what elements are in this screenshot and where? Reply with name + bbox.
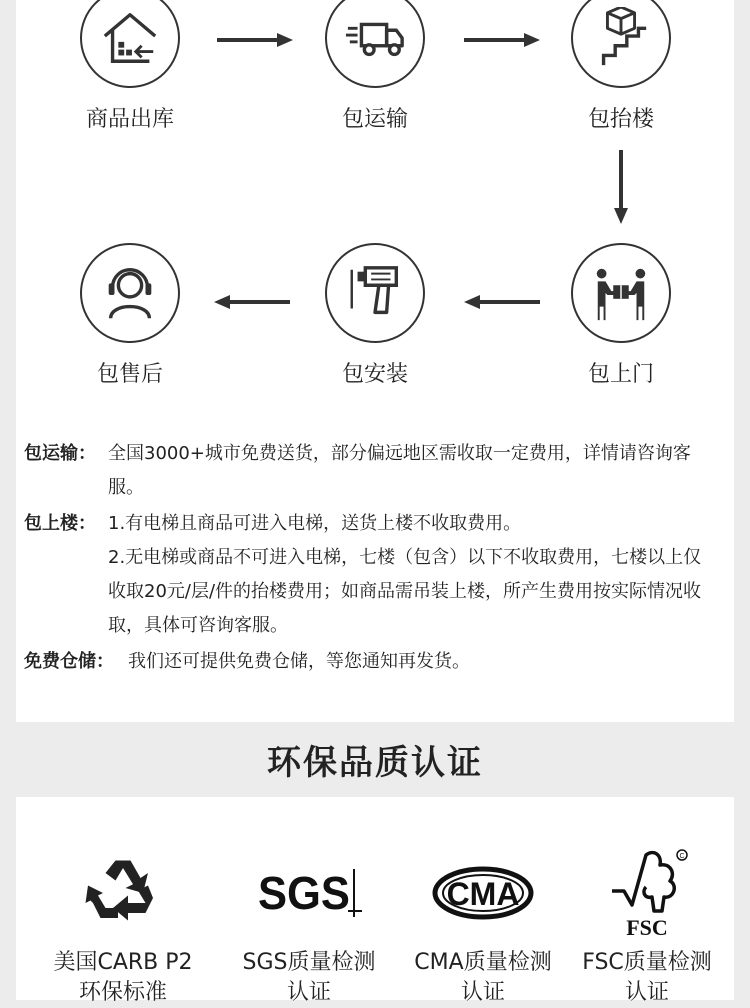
note-storage <box>24 645 704 679</box>
note-upstairs <box>24 507 704 643</box>
sgs-logo <box>254 863 364 923</box>
drill-icon <box>344 262 406 324</box>
arrow-right-icon <box>215 30 295 50</box>
svg-text:SGS: SGS <box>258 867 350 919</box>
svg-text:FSC: FSC <box>626 915 668 939</box>
note-line: 全国3000+城市免费送货，部分偏远地区需收取一定费用，详情请咨询客服。 <box>108 443 691 498</box>
note-line: 2.无电梯或商品不可进入电梯，七楼（包含）以下不收取费用，七楼以上仅收取20元/层/件的抬楼费用；如商品需吊装上楼，所产生费用按实际情况收取，具体可咨询客服。 <box>108 547 702 636</box>
svg-text:CMA: CMA <box>446 876 520 912</box>
warehouse-out-icon <box>99 7 161 69</box>
step-circle <box>325 0 425 88</box>
step-label: 包安装 <box>341 362 408 387</box>
step-door-delivery <box>546 243 696 388</box>
fsc-logo <box>602 847 692 939</box>
note-transport <box>24 437 704 505</box>
note-key: 包运输： <box>24 443 96 464</box>
step-circle <box>80 0 180 88</box>
step-installation <box>300 243 450 388</box>
cert-label: 美国CARB P2环保标准 <box>53 950 193 1005</box>
cert-logo <box>234 848 384 938</box>
cert-carb <box>48 848 198 1008</box>
cert-logo <box>408 848 558 938</box>
step-circle <box>571 0 671 88</box>
cert-sgs <box>234 848 384 1008</box>
handover-icon <box>590 262 652 324</box>
arrow-right-icon <box>462 30 542 50</box>
note-line: 1.有电梯且商品可进入电梯，送货上楼不收取费用。 <box>108 513 522 534</box>
cert-cma <box>408 848 558 1008</box>
step-label: 商品出库 <box>85 107 174 132</box>
arrow-down-icon <box>610 148 632 228</box>
step-label: 包售后 <box>96 362 163 387</box>
cert-label: FSC质量检测认证 <box>582 950 712 1005</box>
cert-label: CMA质量检测认证 <box>414 950 552 1005</box>
arrow-left-icon <box>212 292 292 312</box>
delivery-truck-icon <box>344 7 406 69</box>
svg-text:C: C <box>679 853 685 860</box>
step-label: 包上门 <box>587 362 654 387</box>
note-body <box>128 645 704 679</box>
step-after-sales <box>55 243 205 388</box>
step-upstairs <box>546 0 696 133</box>
note-key: 包上楼： <box>24 513 96 534</box>
arrow-left-icon <box>462 292 542 312</box>
step-circle <box>80 243 180 343</box>
note-body <box>108 437 704 505</box>
note-body <box>108 507 704 643</box>
step-label: 包抬楼 <box>587 107 654 132</box>
step-warehouse-out <box>55 0 205 133</box>
step-transport <box>300 0 450 133</box>
step-circle <box>325 243 425 343</box>
cert-fsc <box>572 848 722 1008</box>
headset-service-icon <box>99 262 161 324</box>
service-notes <box>24 437 704 679</box>
cert-label: SGS质量检测认证 <box>242 950 376 1005</box>
note-line: 我们还可提供免费仓储，等您通知再发货。 <box>128 651 470 672</box>
section-title: 环保品质认证 <box>267 743 483 783</box>
step-label: 包运输 <box>341 107 408 132</box>
cert-logo <box>48 848 198 938</box>
cma-logo <box>428 863 538 923</box>
cert-logo <box>572 848 722 938</box>
recycle-icon <box>83 853 163 933</box>
box-stairs-icon <box>590 7 652 69</box>
step-circle <box>571 243 671 343</box>
note-key: 免费仓储： <box>24 651 114 672</box>
